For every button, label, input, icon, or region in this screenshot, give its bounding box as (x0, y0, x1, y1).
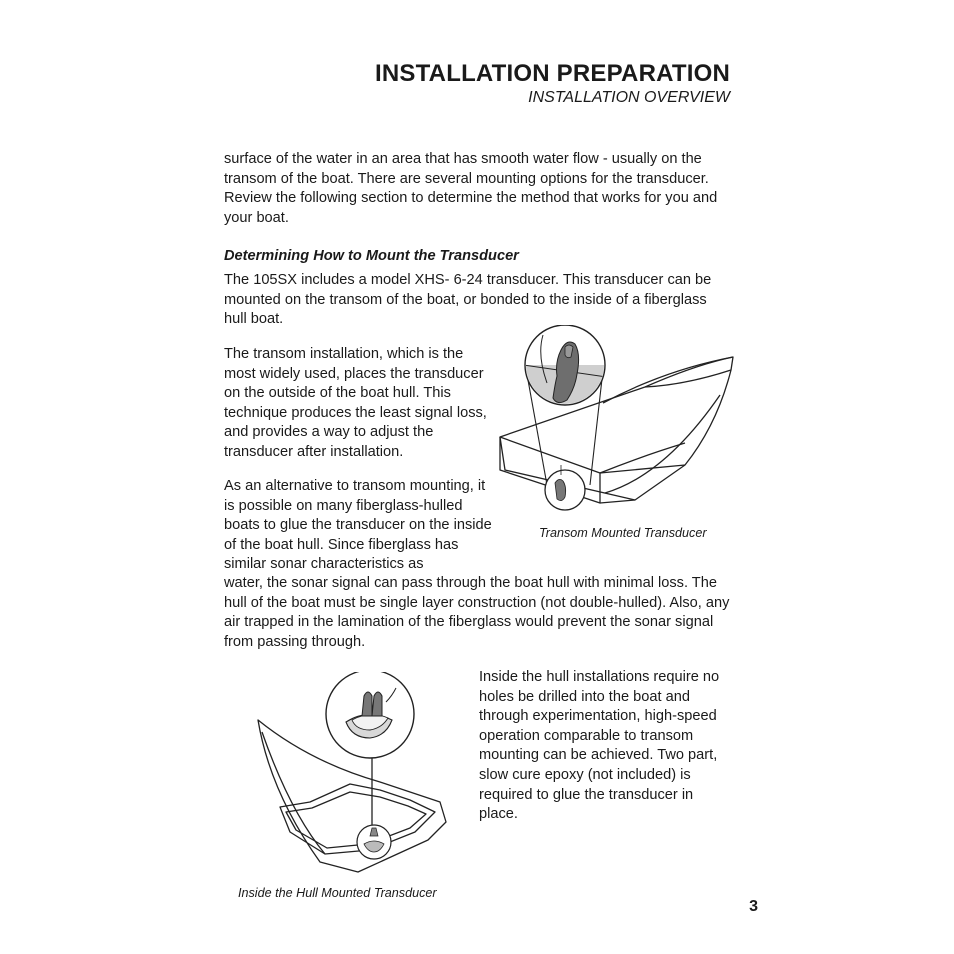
page-number: 3 (749, 898, 758, 915)
page-title: INSTALLATION PREPARATION (374, 60, 730, 87)
paragraph-alternative-part2: water, the sonar signal can pass through the boat hull with minimal loss. The hull of the boat must be single layer construction (not double-hulled). Also, any air trapped in the lamination of the fiberglass would prevent the sonar signal from passing through. (224, 575, 730, 650)
paragraph-transducer-model: The 105SX includes a model XHS- 6-24 transducer. This transducer can be mounted on the transom of the boat, or bonded to the inside of a fiberglass hull boat. (224, 272, 712, 328)
paragraph-alternative-part1: As an alternative to transom mounting, it is possible on many fiberglass-hulled boats to glue the transducer on the inside of the boat hull. Since fiberglass has similar sonar characteristics as (224, 478, 492, 573)
page-subtitle: INSTALLATION OVERVIEW (528, 89, 730, 106)
paragraph-inside-hull: Inside the hull installations require no holes be drilled into the boat and through experimentation, high-speed operation comparable to transom mounting can be achieved. Two part, slow cure epoxy (not included) is required to glue the transducer in place. (479, 669, 720, 823)
transom-caption: Transom Mounted Transducer (539, 526, 707, 540)
transom-boat-illustration (495, 325, 740, 525)
section-heading: Determining How to Mount the Transducer (224, 248, 519, 264)
paragraph-transom-installation: The transom installation, which is the most widely used, places the transducer on the outside of the boat hull. This technique produces the least signal loss, and provides a way to adjust the transducer after installation. (224, 346, 487, 460)
intro-paragraph: surface of the water in an area that has smooth water flow - usually on the transom of the boat. There are several mounting options for the transducer. Review the following section to determine the method that works for you and your boat. (224, 151, 718, 226)
inside-hull-caption: Inside the Hull Mounted Transducer (238, 886, 437, 900)
inside-hull-boat-illustration (250, 672, 450, 880)
